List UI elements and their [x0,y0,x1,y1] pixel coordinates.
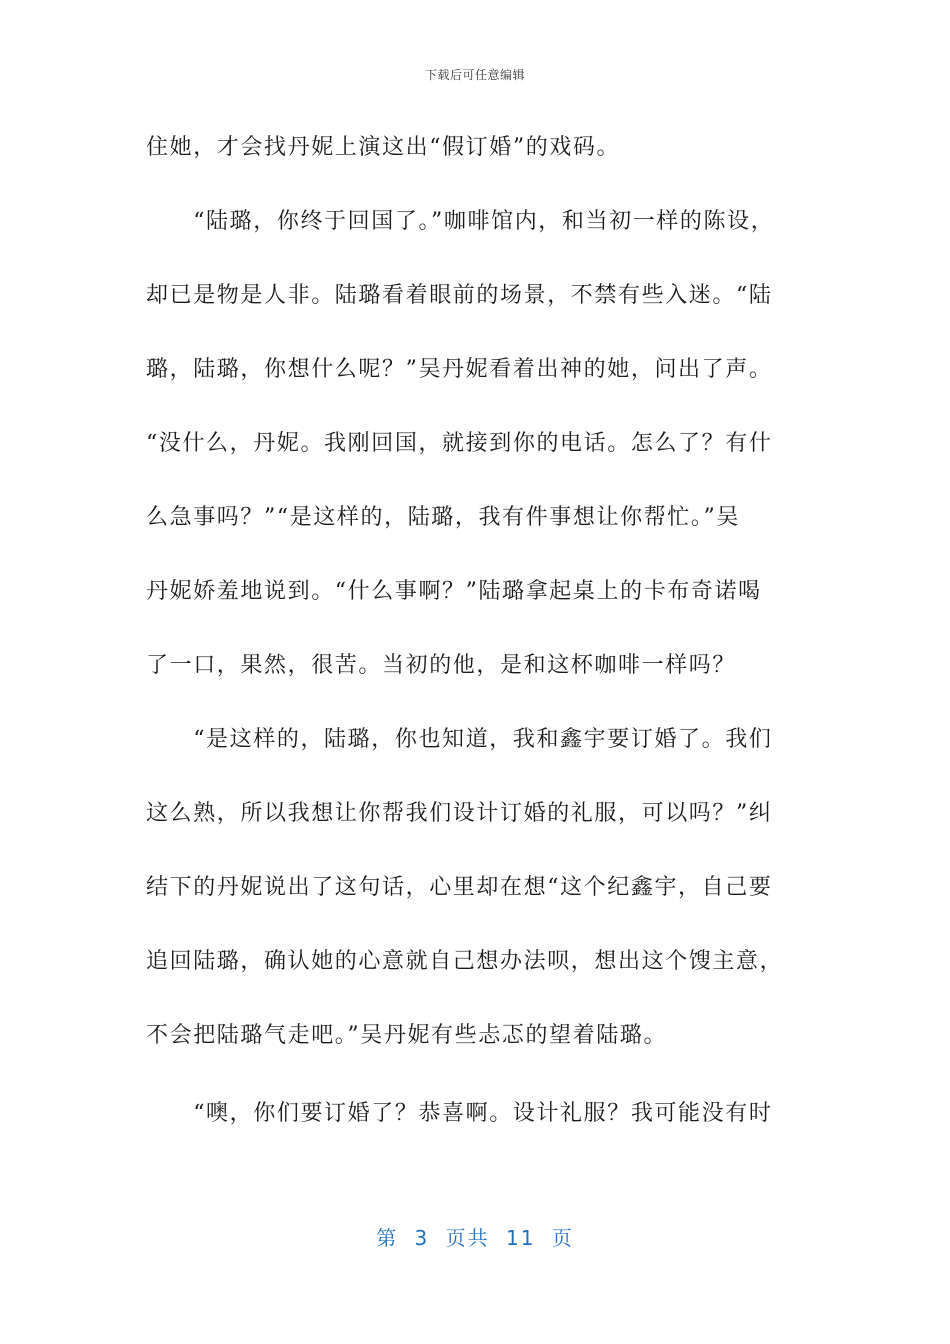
page-current: 3 [414,1226,430,1250]
text-line-13: 不会把陆璐气走吧。”吴丹妮有些忐忑的望着陆璐。 [146,1023,668,1048]
text-line-2: “陆璐，你终于回国了。”咖啡馆内，和当初一样的陈设， [146,209,775,234]
page-header-note: 下载后可任意编辑 [424,68,525,82]
text-line-10: 这么熟，所以我想让你帮我们设计订婚的礼服，可以吗？”纠 [146,801,773,826]
page-label-suffix: 页 [551,1226,574,1250]
page-number-footer [0,1222,950,1251]
text-line-7: 丹妮娇羞地说到。“什么事啊？”陆璐拿起桌上的卡布奇诺喝 [146,579,762,604]
page-label-prefix: 第 [376,1226,399,1250]
text-line-4: 璐，陆璐，你想什么呢？”吴丹妮看着出神的她，问出了声。 [146,357,773,382]
text-line-11: 结下的丹妮说出了这句话，心里却在想“这个纪鑫宇，自己要 [146,875,773,900]
text-line-9: “是这样的，陆璐，你也知道，我和鑫宇要订婚了。我们 [146,727,773,752]
page-total: 11 [506,1226,536,1250]
text-line-14: “噢，你们要订婚了？恭喜啊。设计礼服？我可能没有时 [146,1101,773,1126]
text-line-1: 住她，才会找丹妮上演这出“假订婚”的戏码。 [146,135,621,160]
page-label-middle: 页共 [445,1226,490,1250]
text-line-12: 追回陆璐，确认她的心意就自己想办法呗，想出这个馊主意， [146,949,784,974]
text-line-8: 了一口，果然，很苦。当初的他，是和这杯咖啡一样吗？ [146,653,737,678]
text-line-6: 么急事吗？”“是这样的，陆璐，我有件事想让你帮忙。”吴 [146,505,740,530]
text-line-3: 却已是物是人非。陆璐看着眼前的场景，不禁有些入迷。“陆 [146,283,773,308]
text-line-5: “没什么，丹妮。我刚回国，就接到你的电话。怎么了？有什 [146,431,773,456]
